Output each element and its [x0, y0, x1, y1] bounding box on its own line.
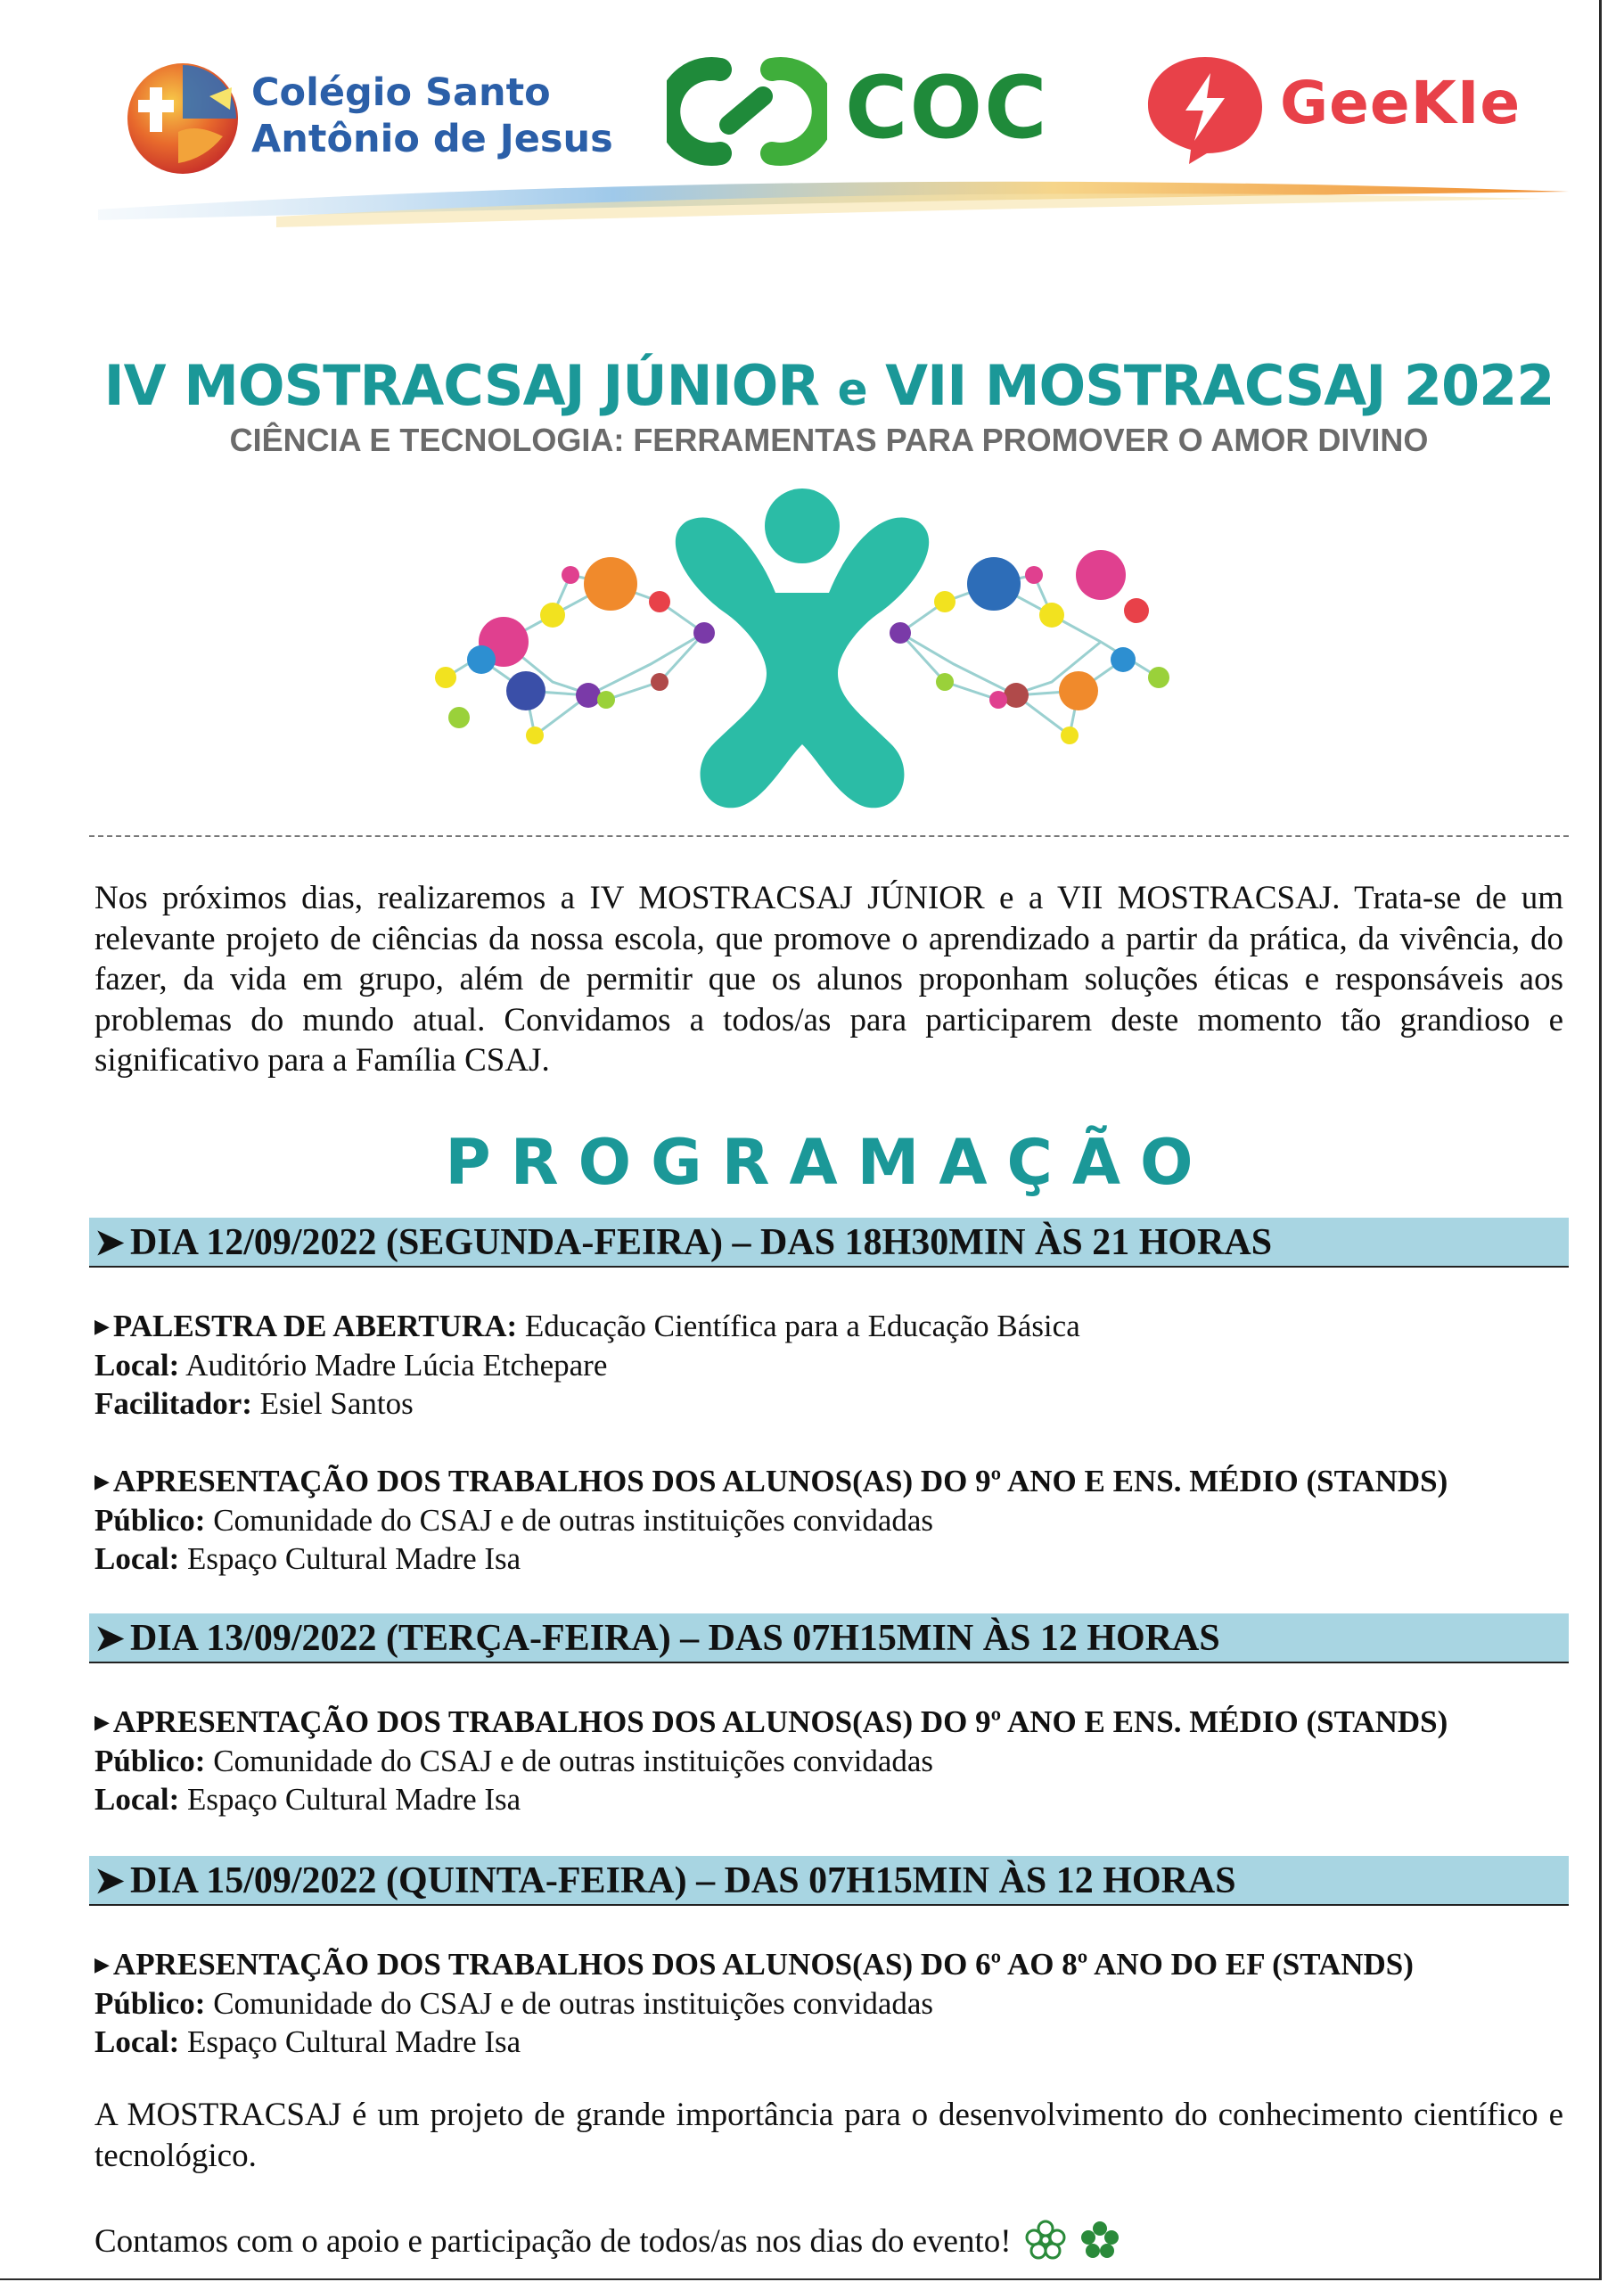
coc-symbol-logo: [667, 53, 827, 169]
section-divider: [89, 835, 1569, 837]
day-header-3: [89, 1856, 1569, 1906]
day-header-text: DIA 15/09/2022 (QUINTA-FEIRA) – DAS 07H15MIN ÀS 12 HORAS: [130, 1860, 1236, 1901]
day-header-2: [89, 1613, 1569, 1663]
event-detail-line: [94, 1742, 1574, 1781]
detail-value: Comunidade do CSAJ e de outras instituições convidadas: [205, 1502, 934, 1538]
detail-value: Auditório Madre Lúcia Etchepare: [179, 1347, 608, 1383]
arrow-right-icon: ➤: [94, 1618, 125, 1658]
event-title-line: [94, 1703, 1574, 1742]
event-title: [0, 352, 1624, 423]
bullet-triangle-icon: ▶: [94, 1711, 110, 1733]
event-title-part2: VII MOSTRACSAJ 2022: [885, 353, 1554, 418]
detail-label: Local:: [94, 1782, 180, 1817]
bullet-triangle-icon: ▶: [94, 1953, 110, 1975]
event-title-line: [94, 1462, 1574, 1501]
header: [0, 0, 1602, 241]
thanks-line: [94, 2220, 1563, 2262]
event-detail-line: [94, 2023, 1574, 2062]
detail-label: Local:: [94, 1541, 180, 1576]
event-block: [94, 1307, 1574, 1424]
event-block: [94, 1703, 1574, 1819]
event-value: Educação Científica para a Educação Básica: [517, 1309, 1080, 1343]
event-detail-line: [94, 1346, 1574, 1385]
event-title-connector: e: [837, 364, 867, 415]
bullet-triangle-icon: ▶: [94, 1470, 110, 1492]
event-title-part1: IV MOSTRACSAJ JÚNIOR: [103, 353, 820, 418]
detail-label: Público:: [94, 1985, 206, 2021]
day-header-text: DIA 13/09/2022 (TERÇA-FEIRA) – DAS 07H15MIN ÀS 12 HORAS: [130, 1618, 1220, 1659]
event-detail-line: [94, 1384, 1574, 1424]
event-detail-line: [94, 1539, 1574, 1579]
geekie-bolt-logo: [1143, 52, 1267, 168]
event-detail-line: [94, 1501, 1574, 1540]
school-name-line2: Antônio de Jesus: [251, 117, 613, 161]
detail-value: Esiel Santos: [251, 1386, 414, 1421]
day-header-text: DIA 12/09/2022 (SEGUNDA-FEIRA) – DAS 18H30MIN ÀS 21 HORAS: [130, 1222, 1273, 1263]
detail-label: Local:: [94, 2024, 180, 2059]
header-swoosh-decoration: [98, 174, 1569, 236]
event-block: [94, 1945, 1574, 2062]
event-block: [94, 1462, 1574, 1579]
geekie-wordmark: GeeKIe: [1280, 69, 1521, 137]
school-name-line1: Colégio Santo: [251, 70, 551, 115]
science-network-illustration: [419, 477, 1185, 825]
day-header-1: [89, 1218, 1569, 1268]
event-title-line: [94, 1945, 1574, 1984]
detail-label: Público:: [94, 1502, 206, 1538]
event-label: APRESENTAÇÃO DOS TRABALHOS DOS ALUNOS(AS) DO 6º AO 8º ANO DO EF (STANDS): [112, 1947, 1414, 1982]
event-subtitle: CIÊNCIA E TECNOLOGIA: FERRAMENTAS PARA PROMOVER O AMOR DIVINO: [229, 422, 1429, 458]
arrow-right-icon: ➤: [94, 1222, 125, 1262]
event-label: APRESENTAÇÃO DOS TRABALHOS DOS ALUNOS(AS) DO 9º ANO E ENS. MÉDIO (STANDS): [112, 1704, 1448, 1739]
detail-label: Local:: [94, 1347, 180, 1383]
intro-paragraph: Nos próximos dias, realizaremos a IV MOSTRACSAJ JÚNIOR e a VII MOSTRACSAJ. Trata-se de um relevante projeto de ciências da nossa escola, que promove o aprendizado a partir da prática, da vivência, do fazer, da vida em grupo, além de permitir que os alunos proponham soluções éticas e responsáveis aos problemas do mundo atual. Convidamos a todos/as para participarem deste momento tão grandioso e significativo para a Família CSAJ.: [94, 880, 1563, 1079]
detail-value: Espaço Cultural Madre Isa: [179, 2024, 521, 2059]
flower-filled-icon: [1079, 2220, 1120, 2261]
event-detail-line: [94, 1984, 1574, 2023]
bullet-triangle-icon: ▶: [94, 1315, 110, 1337]
event-detail-line: [94, 1780, 1574, 1819]
detail-value: Comunidade do CSAJ e de outras instituições convidadas: [205, 1985, 934, 2021]
detail-label: Facilitador:: [94, 1386, 252, 1421]
closing-paragraph: A MOSTRACSAJ é um projeto de grande importância para o desenvolvimento do conhecimento científico e tecnológico.: [94, 2097, 1563, 2174]
detail-value: Espaço Cultural Madre Isa: [179, 1782, 521, 1817]
programacao-heading: PROGRAMAÇÃO: [445, 1126, 1213, 1199]
coc-wordmark: COC: [845, 58, 1049, 158]
thanks-text: Contamos com o apoio e participação de todos/as nos dias do evento!: [94, 2223, 1012, 2260]
detail-label: Público:: [94, 1743, 206, 1778]
event-title-line: [94, 1307, 1574, 1346]
flower-outline-icon: [1025, 2220, 1066, 2261]
csaj-crest-logo: [125, 61, 241, 176]
event-label: PALESTRA DE ABERTURA:: [112, 1309, 518, 1343]
event-label: APRESENTAÇÃO DOS TRABALHOS DOS ALUNOS(AS) DO 9º ANO E ENS. MÉDIO (STANDS): [112, 1464, 1448, 1498]
detail-value: Comunidade do CSAJ e de outras instituições convidadas: [205, 1743, 934, 1778]
arrow-right-icon: ➤: [94, 1860, 125, 1900]
detail-value: Espaço Cultural Madre Isa: [179, 1541, 521, 1576]
school-name: [251, 70, 613, 162]
